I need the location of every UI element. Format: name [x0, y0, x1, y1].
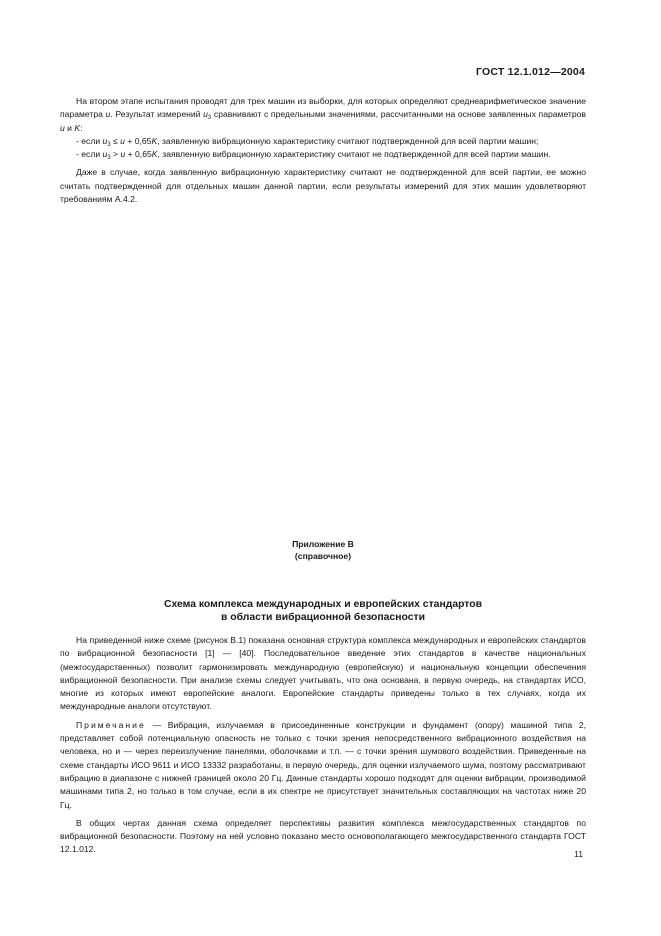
top-section [60, 95, 586, 206]
appendix-title-line-1: Схема комплекса международных и европейских стандартов [163, 599, 482, 610]
appendix-kind: (справочное) [294, 551, 352, 561]
appendix-label: Приложение В [292, 539, 354, 549]
page-number: 11 [574, 849, 583, 859]
paragraph-second-stage: На втором этапе испытания проводят для трех машин из выборки, для которых определяют среднеарифметическое значение параметра u. Результат измерений $u_3$ сравнивают с предельными значениями, рассчитанными на основе заявленных параметров u и K: [60, 96, 586, 133]
appendix-title-line-2: в области вибрационной безопасности [221, 612, 425, 623]
document-header-code: ГОСТ 12.1.012—2004 [476, 66, 585, 78]
paragraph-even-if: Даже в случае, когда заявленную вибрационную характеристику считают не подтвержденной для всей партии, ее можно считать подтвержденной для отдельных машин данной партии, если результаты измерений для этих машин удовлетворяют требованиям А.4.2. [60, 167, 586, 205]
paragraph-scheme-intro: На приведенной ниже схеме (рисунок В.1) показана основная структура комплекса международных и европейских стандартов по вибрационной безопасности [1] — [40]. Последовательное введение этих стандартов в качестве национальных (межгосударственных) позволит гармонизировать международную (европейскую) и национальную концепции обеспечения вибрационной безопасности. При анализе схемы следует учитывать, что она основана, в первую очередь, на стандартах ИСО, многие из которых имеют европейские аналоги. Европейские стандарты приведены только в тех случаях, когда их международные аналоги отсутствуют. [60, 635, 586, 712]
bullet-not-confirmed: - если $u_3 > u + 0,65K$, заявленную вибрационную характеристику считают не подтвержденной для всей партии машин. [76, 149, 551, 162]
body-section [60, 634, 586, 857]
paragraph-perspectives: В общих чертах данная схема определяет перспективы развития комплекса межгосударственных стандартов по вибрационной безопасности. Поэтому на ней условно показано место основополагающего межгосударственного стандарта ГОСТ 12.1.012. [60, 817, 586, 855]
note-paragraph: Примечание — Вибрация, излучаемая в присоединенные конструкции и фундамент (опору) машиной типа 2, представляет собой потенциальную опасность не только с точки зрения непосредственного вибрационного воздействия на человека, но и — через переизлучение панелями, оболочками и т.п. — с точки зрения шумового воздействия. Приведенные на схеме стандарты ИСО 9611 и ИСО 13332 разработаны, в первую очередь, для оценки излучаемого шума, поэтому рассматривают вибрацию в диапазоне с нижней границей около 20 Гц. Данные стандарты хорошо подходят для оценки вибрации, производимой машинами типа 2, но только в том случае, если в их спектре не присутствует значительных составляющих на частотах ниже 20 Гц. [60, 719, 586, 810]
bullet-confirmed: - если $u_3 \le u + 0,65K$, заявленную вибрационную характеристику считают подтвержденной для всей партии машин; [76, 135, 539, 148]
note-label: Примечание [76, 719, 146, 730]
